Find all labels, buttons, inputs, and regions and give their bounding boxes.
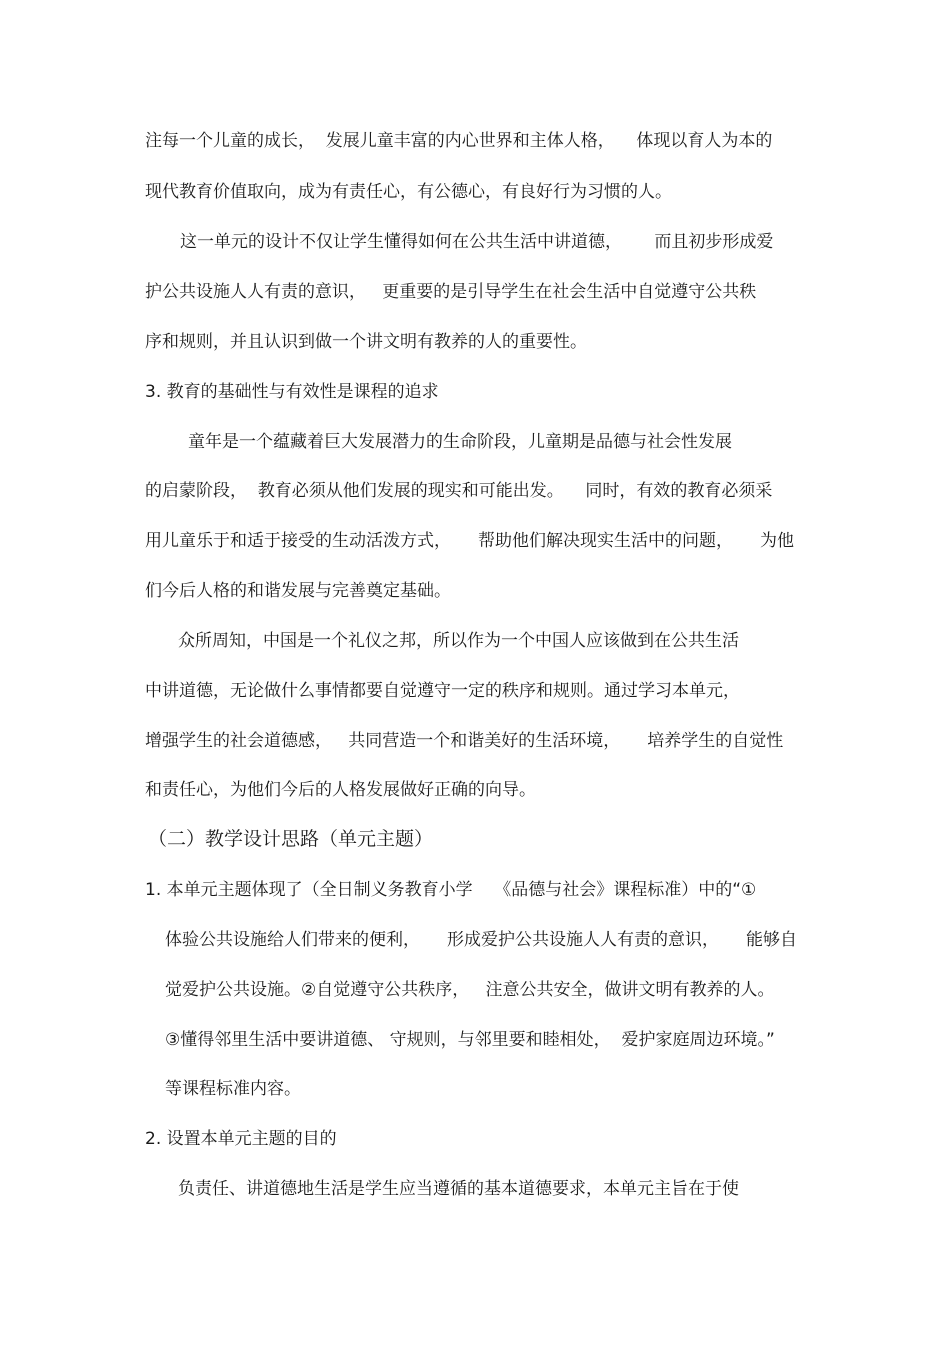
list-item-line: 1. 本单元主题体现了（全日制义务教育小学 《品德与社会》课程标准）中的“① (145, 880, 757, 900)
section-title: （二）教学设计思路（单元主题） (148, 828, 434, 850)
paragraph-line: 中讲道德，无论做什么事情都要自觉遵守一定的秩序和规则。通过学习本单元， (145, 681, 740, 701)
paragraph-line: 注每一个儿童的成长， 发展儿童丰富的内心世界和主体人格， 体现以育人为本的 (145, 131, 773, 151)
paragraph-line: 的启蒙阶段， 教育必须从他们发展的现实和可能出发。 同时，有效的教育必须采 (145, 481, 773, 501)
paragraph-line: 护公共设施人人有责的意识， 更重要的是引导学生在社会生活中自觉遵守公共秩 (145, 282, 757, 302)
paragraph-line: 现代教育价值取向，成为有责任心，有公德心，有良好行为习惯的人。 (145, 182, 672, 202)
paragraph-line: 负责任、讲道德地生活是学生应当遵循的基本道德要求，本单元主旨在于使 (178, 1179, 739, 1199)
section-heading: 3. 教育的基础性与有效性是课程的追求 (145, 382, 439, 402)
list-item-line: ③懂得邻里生活中要讲道德、 守规则，与邻里要和睦相处， 爱护家庭周边环境。” (165, 1030, 775, 1050)
paragraph-line: 序和规则，并且认识到做一个讲文明有教养的人的重要性。 (145, 332, 587, 352)
paragraph-line: 增强学生的社会道德感， 共同营造一个和谐美好的生活环境， 培养学生的自觉性 (145, 731, 784, 751)
paragraph-line: 们今后人格的和谐发展与完善奠定基础。 (145, 581, 451, 601)
paragraph-line: 这一单元的设计不仅让学生懂得如何在公共生活中讲道德， 而且初步形成爱 (180, 232, 774, 252)
paragraph-line: 众所周知，中国是一个礼仪之邦，所以作为一个中国人应该做到在公共生活 (178, 631, 739, 651)
paragraph-line: 童年是一个蕴藏着巨大发展潜力的生命阶段，儿童期是品德与社会性发展 (188, 432, 732, 452)
list-item-line: 等课程标准内容。 (165, 1079, 301, 1099)
paragraph-line: 用儿童乐于和适于接受的生动活泼方式， 帮助他们解决现实生活中的问题， 为他 (145, 531, 795, 551)
list-item-line: 体验公共设施给人们带来的便利， 形成爱护公共设施人人有责的意识， 能够自 (165, 930, 798, 950)
paragraph-line: 和责任心，为他们今后的人格发展做好正确的向导。 (145, 780, 536, 800)
list-item-line: 觉爱护公共设施。②自觉遵守公共秩序， 注意公共安全，做讲文明有教养的人。 (165, 980, 775, 1000)
section-heading: 2. 设置本单元主题的目的 (145, 1129, 337, 1149)
